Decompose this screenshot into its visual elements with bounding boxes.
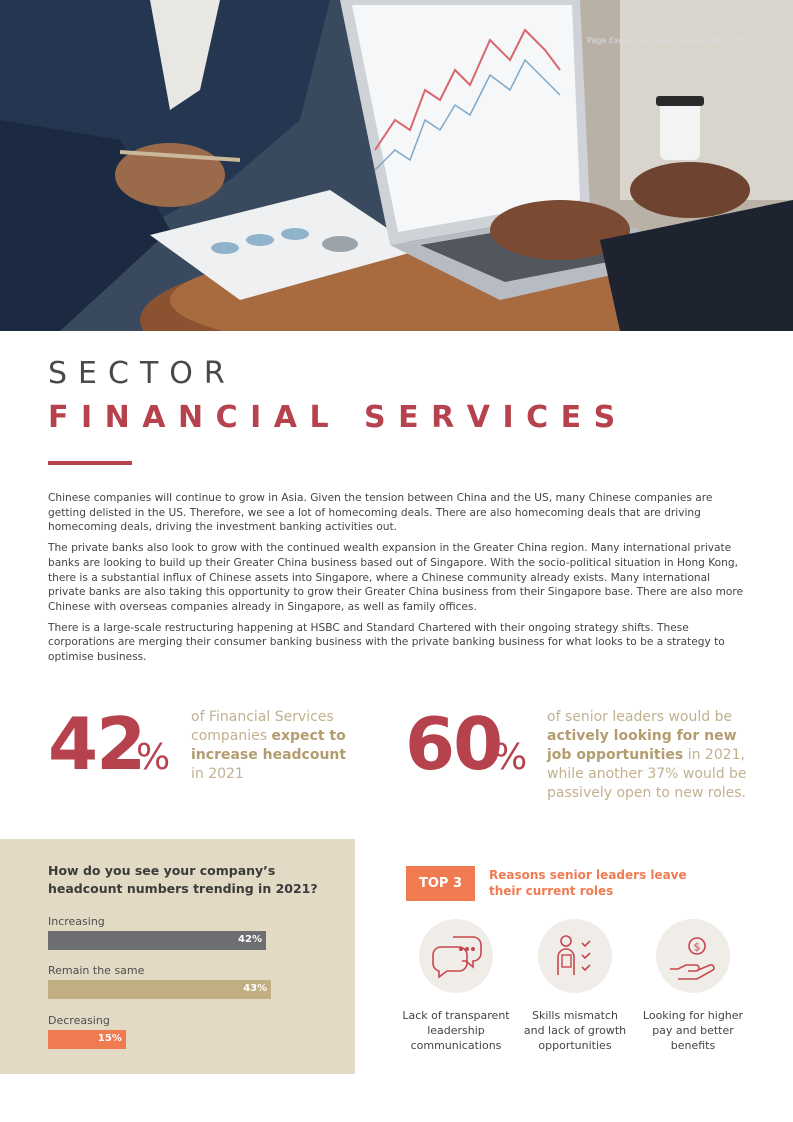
hero-illustration (0, 0, 793, 331)
headcount-question: How do you see your company’s headcount numbers trending in 2021? (48, 863, 318, 896)
publication-title: Page Executive Talent Trends 2021 (587, 36, 726, 45)
checklist-person-icon (538, 919, 612, 993)
reason-label: Skills mismatch and lack of growth opportunities (523, 1009, 627, 1052)
hand-coin-icon (656, 919, 730, 993)
bar-label-remain: Remain the same (48, 964, 145, 977)
reason-label: Looking for higher pay and better benefits (642, 1009, 744, 1052)
bar-value: 42% (238, 934, 262, 945)
stat-text-highlight: actively looking for new job opportunities (547, 728, 737, 763)
stat-text-headcount (191, 708, 361, 784)
body-paragraph: Chinese companies will continue to grow in Asia. Given the tension between China and the US, many Chinese companies are getting delisted in the US. Therefore, we see a lot of homecoming deals. There are also homecoming deals that are driving homecoming deals, driving the investment banking activities out. (48, 492, 713, 534)
stat-text-part: in 2021, while another 37% would be passively open to new roles. (547, 747, 747, 801)
body-paragraph: The private banks also look to grow with the continued wealth expansion in the Greater China region. Many international private banks are looking to build up their Greater China business based out of Singapore. With the socio-political situation in Hong Kong, there is a substantial influx of Chinese assets into Singapore, where a Chinese community already exists. Many international private banks are also taking this opportunity to grow their Greater China business from their Singapore base. There are also more Chinese with overseas companies already in Singapore, as well as family offices. (48, 542, 744, 613)
bar-increasing (48, 931, 266, 950)
reason-label: Lack of transparent leadership communications (402, 1009, 510, 1052)
title-underline (48, 461, 132, 465)
sector-name: FINANCIAL SERVICES (48, 400, 628, 435)
stat-text-part: of Financial Services companies (191, 709, 334, 744)
body-paragraph: There is a large-scale restructuring happening at HSBC and Standard Chartered with their ongoing strategy shifts. These corporations are merging their consumer banking business with the private banking business for what looks to be a strategy to optimise business. (48, 621, 725, 664)
sector-label: SECTOR (48, 356, 236, 391)
stat-text-job-search (547, 708, 757, 803)
bar-remain (48, 980, 271, 999)
chat-bubbles-icon (419, 919, 493, 993)
stat-number-headcount: 42 (48, 702, 145, 786)
page-header (587, 36, 745, 45)
top3-title: Reasons senior leaders leave their current roles (489, 868, 687, 898)
stat-unit-headcount: % (136, 737, 171, 778)
page-number: 17 (734, 36, 745, 45)
stat-number-job-search: 60 (405, 702, 502, 786)
stat-unit-job-search: % (493, 737, 528, 778)
bar-value: 43% (243, 983, 268, 994)
stat-text-highlight: expect to increase headcount (191, 728, 347, 763)
header-separator: | (728, 36, 732, 45)
stat-text-part: in 2021 (191, 766, 244, 782)
bar-label-decreasing: Decreasing (48, 1014, 110, 1027)
bar-decreasing (48, 1030, 126, 1049)
top3-badge: TOP 3 (406, 866, 475, 901)
bar-value: 15% (97, 1033, 122, 1044)
bar-label-increasing: Increasing (48, 915, 105, 928)
hero-photo (0, 0, 793, 331)
svg-text:$: $ (693, 940, 701, 954)
body-text (48, 491, 748, 671)
stat-text-part: of senior leaders would be (547, 709, 733, 725)
